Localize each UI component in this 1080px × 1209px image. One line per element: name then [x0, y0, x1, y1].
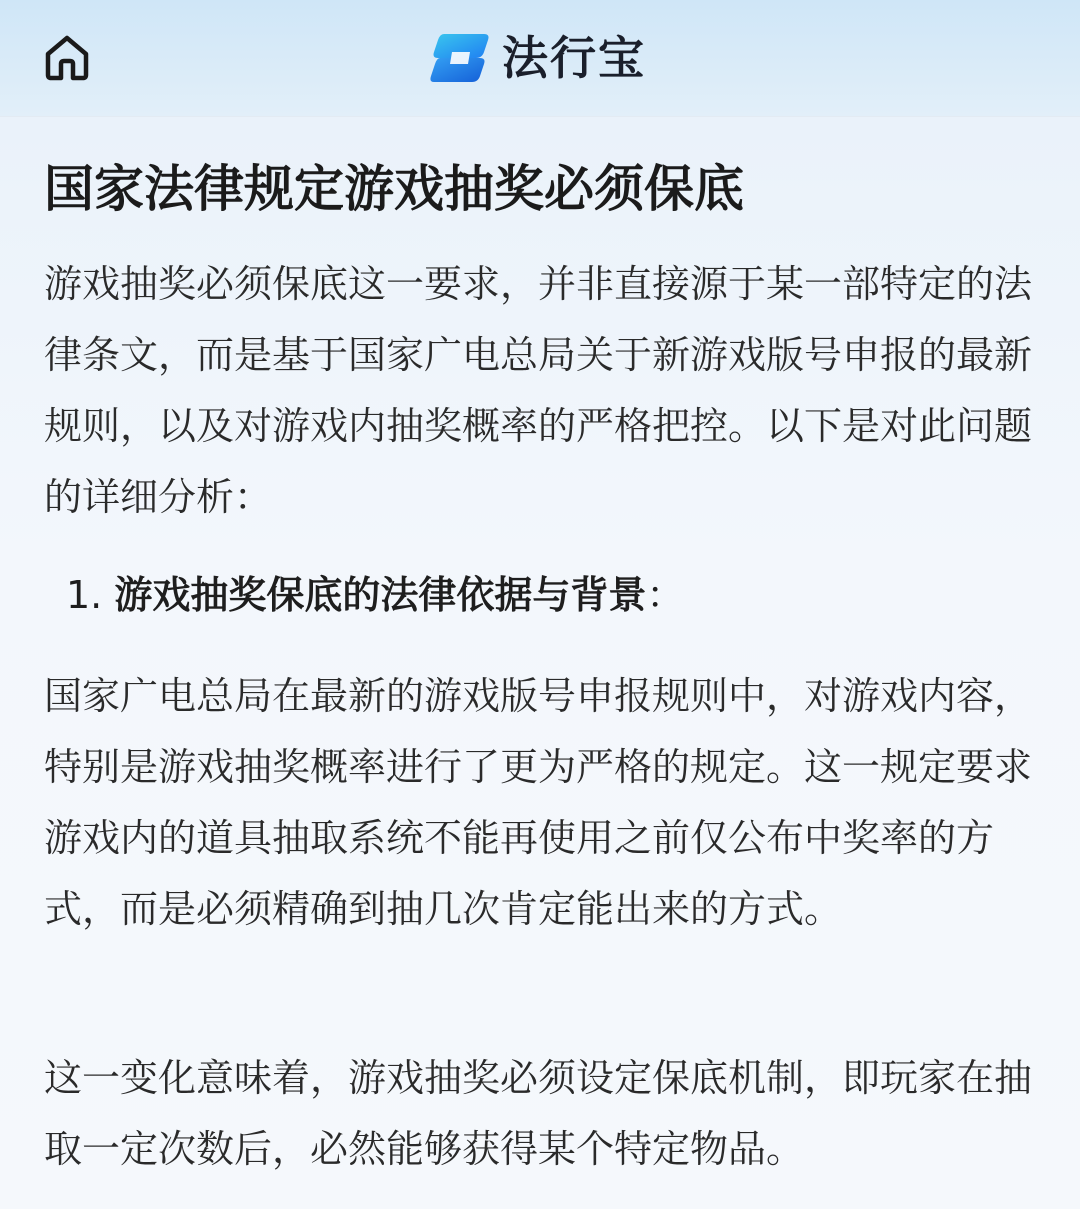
brand — [430, 26, 646, 90]
home-icon — [42, 32, 92, 82]
list-number: 1. — [66, 573, 103, 617]
article-title: 国家法律规定游戏抽奖必须保底 — [44, 160, 744, 218]
brand-logo-icon — [430, 30, 492, 86]
list-suffix: ： — [646, 573, 685, 617]
body-paragraph: 这一变化意味着，游戏抽奖必须设定保底机制，即玩家在抽取一定次数后，必然能够获得某个特定物品。 — [44, 1056, 1033, 1171]
article-content — [0, 116, 1080, 1209]
intro-paragraph: 游戏抽奖必须保底这一要求，并非直接源于某一部特定的法律条文，而是基于国家广电总局关于新游戏版号申报的最新规则，以及对游戏内抽奖概率的严格把控。以下是对此问题的详细分析： — [44, 262, 1033, 519]
home-button[interactable] — [38, 28, 96, 86]
list-item — [66, 563, 684, 627]
list-heading: 游戏抽奖保底的法律依据与背景 — [114, 573, 647, 617]
top-bar — [0, 0, 1080, 116]
brand-name: 法行宝 — [502, 31, 646, 85]
body-paragraph: 国家广电总局在最新的游戏版号申报规则中，对游戏内容，特别是游戏抽奖概率进行了更为严格的规定。这一规定要求游戏内的道具抽取系统不能再使用之前仅公布中奖率的方式，而是必须精确到抽几次肯定能出来的方式。 — [44, 674, 1033, 931]
